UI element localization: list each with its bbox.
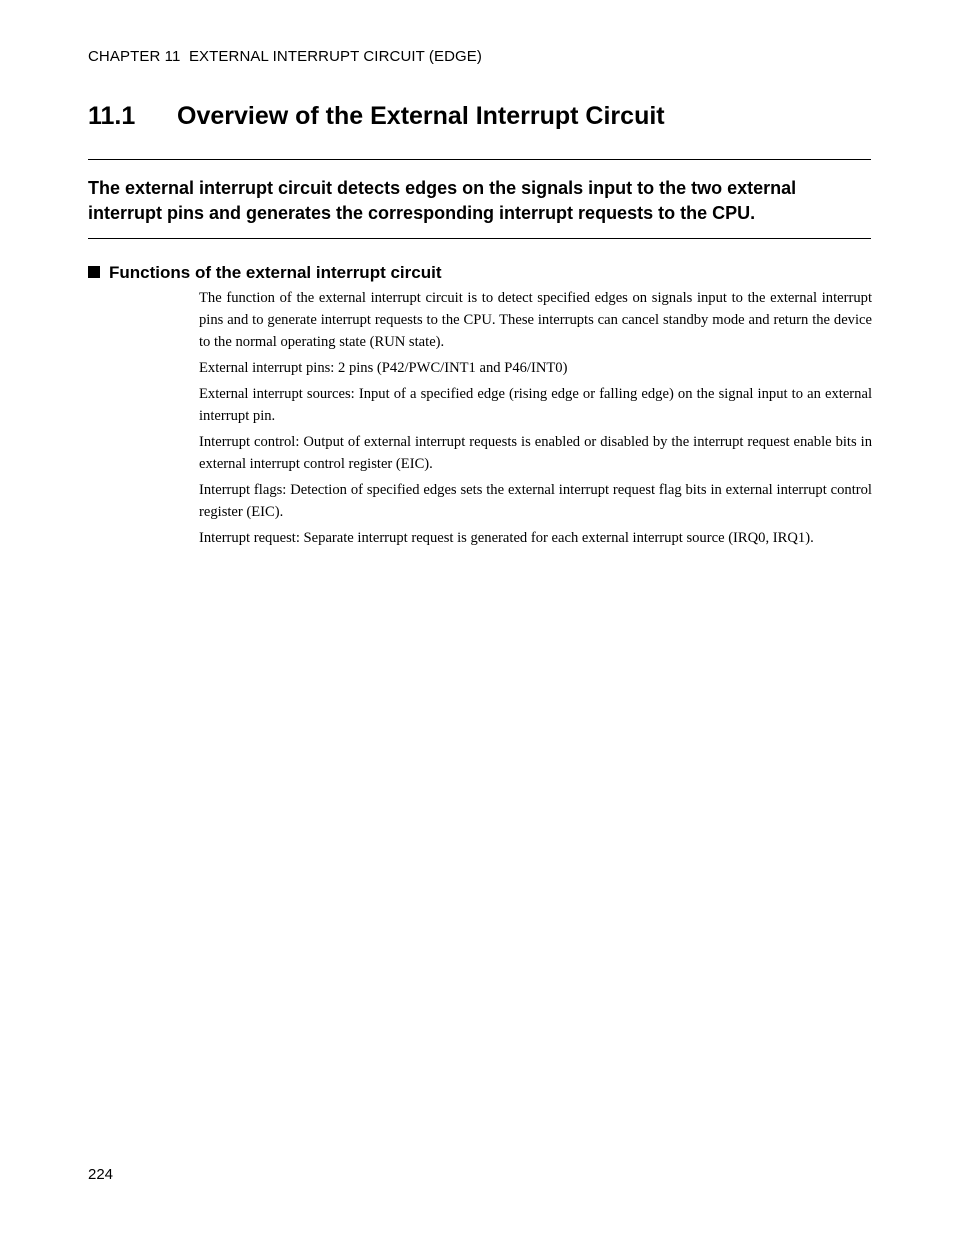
black-square-icon	[88, 266, 100, 278]
paragraph-sources: External interrupt sources: Input of a specified edge (rising edge or falling edge) on the signal input to an external interrupt pin.	[199, 386, 872, 424]
paragraph-control: Interrupt control: Output of external interrupt requests is enabled or disabled by the interrupt request enable bits in external interrupt control register (EIC).	[199, 434, 872, 473]
subsection-heading-text: Functions of the external interrupt circuit	[109, 263, 442, 282]
section-title	[88, 102, 665, 131]
paragraph-intro: The function of the external interrupt circuit is to detect specified edges on signals input to the external interrupt pins and to generate interrupt requests to the CPU. These interrupts can cancel standby mode and return the device to the normal operating state (RUN state).	[199, 290, 872, 350]
paragraph-request: Interrupt request: Separate interrupt request is generated for each external interrupt source (IRQ0, IRQ1).	[199, 530, 814, 547]
body-text	[199, 288, 872, 555]
paragraph-pins: External interrupt pins: 2 pins (P42/PWC/INT1 and P46/INT0)	[199, 359, 568, 376]
running-header: CHAPTER 11 EXTERNAL INTERRUPT CIRCUIT (EDGE)	[88, 48, 483, 65]
paragraph-flags: Interrupt flags: Detection of specified edges sets the external interrupt request flag bits in external interrupt control register (EIC).	[199, 482, 872, 521]
bottom-divider	[88, 238, 871, 239]
section-summary: The external interrupt circuit detects edges on the signals input to the two external interrupt pins and generates the corresponding interrupt requests to the CPU.	[88, 178, 797, 223]
subsection-heading	[88, 262, 441, 284]
section-title-text: Overview of the External Interrupt Circuit	[177, 102, 665, 130]
top-divider	[88, 159, 871, 160]
page-number: 224	[88, 1166, 114, 1183]
section-number: 11.1	[88, 102, 136, 130]
